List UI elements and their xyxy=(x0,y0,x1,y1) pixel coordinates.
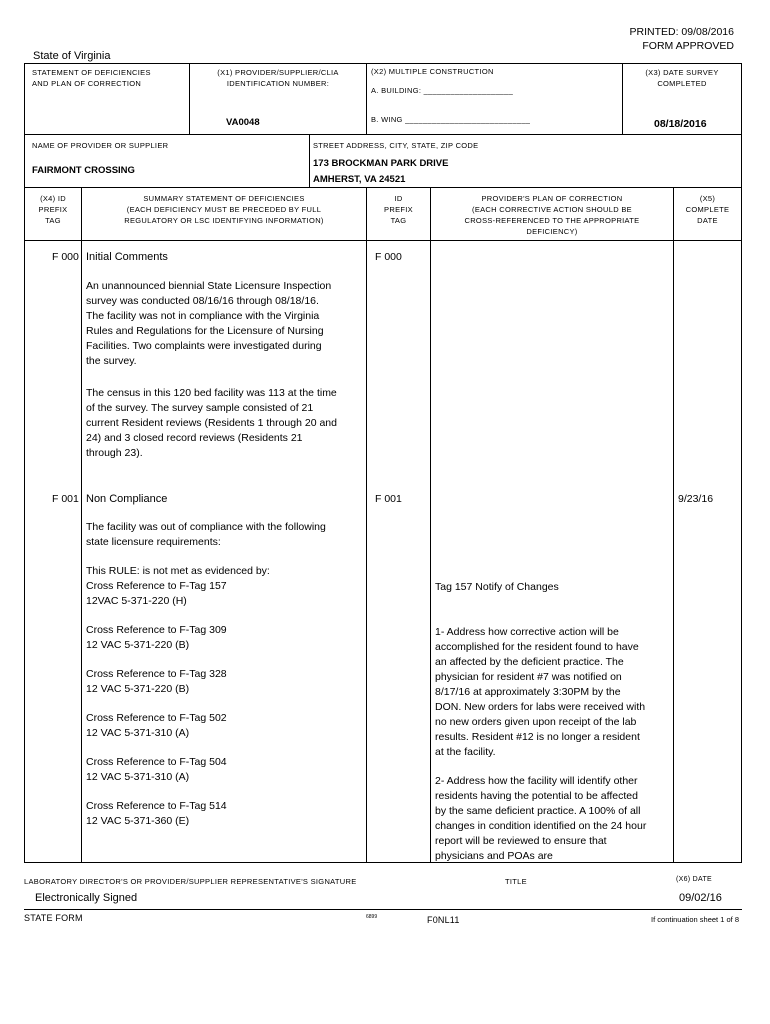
x1-label: (X1) PROVIDER/SUPPLIER/CLIA xyxy=(217,68,339,77)
cross-ref: Cross Reference to F-Tag 309 xyxy=(86,624,227,636)
summary-paragraph: The facility was out of compliance with the following state licensure requirements: xyxy=(86,521,326,548)
cross-ref-code: 12 VAC 5-371-220 (B) xyxy=(86,683,190,695)
row-title: Initial Comments xyxy=(86,251,168,263)
cross-ref-code: 12VAC 5-371-220 (H) xyxy=(86,595,187,607)
row-id-tag: F 001 xyxy=(375,493,402,505)
provider-id-value: VA0048 xyxy=(226,117,260,128)
cross-ref: Cross Reference to F-Tag 514 xyxy=(86,800,227,812)
address-line-1: 173 BROCKMAN PARK DRIVE xyxy=(313,158,449,169)
provider-label: NAME OF PROVIDER OR SUPPLIER xyxy=(32,141,169,150)
plan-header: PROVIDER'S PLAN OF CORRECTION xyxy=(481,194,623,203)
complete-date: 9/23/16 xyxy=(678,493,714,505)
signature-label: LABORATORY DIRECTOR'S OR PROVIDER/SUPPLIER REPRESENTATIVE'S SIGNATURE xyxy=(24,877,357,886)
x2-label: (X2) MULTIPLE CONSTRUCTION xyxy=(371,67,494,76)
address-label: STREET ADDRESS, CITY, STATE, ZIP CODE xyxy=(313,141,479,150)
cross-ref: Cross Reference to F-Tag 328 xyxy=(86,668,227,680)
cross-ref: Cross Reference to F-Tag 504 xyxy=(86,756,227,768)
x3-label: (X3) DATE SURVEY xyxy=(645,68,719,77)
signature-value: Electronically Signed xyxy=(35,892,138,904)
provider-name: FAIRMONT CROSSING xyxy=(32,165,135,176)
cross-ref-code: 12 VAC 5-371-220 (B) xyxy=(86,639,190,651)
event-id: F0NL11 xyxy=(427,915,460,925)
survey-date-value: 08/18/2016 xyxy=(654,118,707,130)
cross-ref-code: 12 VAC 5-371-310 (A) xyxy=(86,771,190,783)
summary-paragraph: An unannounced biennial State Licensure Inspection survey was conducted 08/16/16 through 08/18/16. The facility was not in compliance with the Virginia Rules and Regulations for the Licensure of Nursing Facilities. Two complaints were investigated during the survey. xyxy=(86,280,332,367)
row-prefix-tag: F 001 xyxy=(52,493,79,505)
printed-date: PRINTED: 09/08/2016 xyxy=(629,26,734,38)
form-approved: FORM APPROVED xyxy=(642,40,734,52)
address-line-2: AMHERST, VA 24521 xyxy=(313,174,406,185)
continuation-note: If continuation sheet 1 of 8 xyxy=(651,915,739,924)
row-id-tag: F 000 xyxy=(375,251,402,263)
statement-label: STATEMENT OF DEFICIENCIES xyxy=(32,68,151,77)
cross-ref: Cross Reference to F-Tag 502 xyxy=(86,712,227,724)
cross-ref: Cross Reference to F-Tag 157 xyxy=(86,580,227,592)
summary-paragraph: This RULE: is not met as evidenced by: xyxy=(86,565,270,577)
plan-paragraph: 2- Address how the facility will identify other residents having the potential to be affected by the same deficient practice. A 100% of all changes in condition identified on the 24 hour report will be reviewed to ensure that physicians and POAs are xyxy=(435,775,647,862)
plan-paragraph: 1- Address how corrective action will be accomplished for the resident found to have an affected by the deficient practice. The physician for resident #7 was notified on 8/17/16 at approximately 3:30PM by the DON. New orders for labs were received with no new orders given upon receipt of the lab results. Resident #12 is no longer a resident at the facility. xyxy=(435,626,646,758)
wing-field: B. WING ____________________________ xyxy=(371,115,531,124)
building-field: A. BUILDING: ____________________ xyxy=(371,86,514,95)
state-name: State of Virginia xyxy=(33,50,111,62)
date-label: (X6) DATE xyxy=(676,876,713,883)
cross-ref-code: 12 VAC 5-371-310 (A) xyxy=(86,727,190,739)
form-number: 6899 xyxy=(366,914,378,920)
summary-header: SUMMARY STATEMENT OF DEFICIENCIES xyxy=(143,194,305,203)
form-name: STATE FORM xyxy=(24,913,83,923)
x4-header: (X4) ID xyxy=(40,194,66,203)
title-label: TITLE xyxy=(505,877,527,886)
row-prefix-tag: F 000 xyxy=(52,251,79,263)
cross-ref-code: 12 VAC 5-371-360 (E) xyxy=(86,815,190,827)
summary-paragraph: The census in this 120 bed facility was 113 at the time of the survey. The survey sample consisted of 21 current Resident reviews (Residents 1 through 20 and 24) and 3 closed record reviews (Residents 21 through 23). xyxy=(86,387,337,459)
id-header: ID xyxy=(394,194,403,203)
signed-date: 09/02/16 xyxy=(679,892,722,904)
plan-title: Tag 157 Notify of Changes xyxy=(435,581,559,593)
x5-header: (X5) xyxy=(699,194,716,203)
row-title: Non Compliance xyxy=(86,493,168,505)
